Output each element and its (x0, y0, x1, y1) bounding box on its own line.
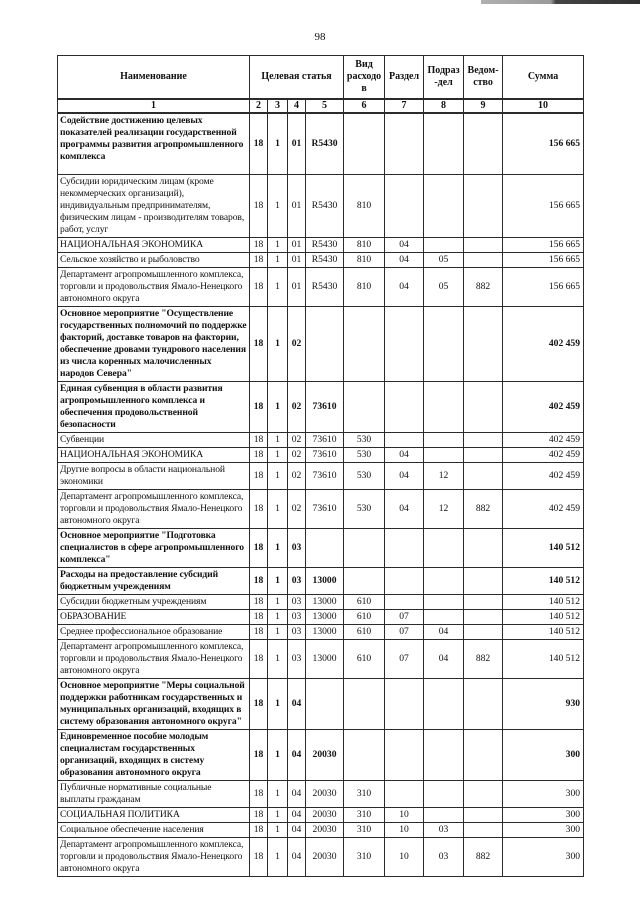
row-cell: 610 (344, 640, 385, 679)
table-row (58, 838, 584, 877)
row-name: СОЦИАЛЬНАЯ ПОЛИТИКА (58, 808, 250, 823)
row-cell: 1 (268, 463, 288, 490)
row-cell (424, 307, 464, 382)
row-cell: 18 (250, 730, 268, 781)
row-cell (464, 113, 503, 175)
header-subsection: Подраз-дел (424, 56, 464, 100)
row-cell (424, 433, 464, 448)
row-cell: 04 (385, 448, 424, 463)
row-cell: 13000 (306, 568, 344, 595)
row-cell: R5430 (306, 113, 344, 175)
table-row (58, 382, 584, 433)
row-cell (385, 529, 424, 568)
header-target-article: Целевая статья (250, 56, 344, 100)
row-cell: 04 (288, 730, 306, 781)
row-name: Субвенции (58, 433, 250, 448)
row-cell: 18 (250, 433, 268, 448)
row-cell (424, 568, 464, 595)
row-cell: 610 (344, 610, 385, 625)
row-cell: 07 (385, 640, 424, 679)
row-cell (464, 625, 503, 640)
row-cell: 18 (250, 253, 268, 268)
row-name: Основное мероприятие "Подготовка специалистов в сфере агропромышленного комплекса" (58, 529, 250, 568)
row-cell: 310 (344, 823, 385, 838)
row-cell: 18 (250, 382, 268, 433)
row-cell (464, 730, 503, 781)
table-row (58, 307, 584, 382)
row-cell (344, 529, 385, 568)
row-cell: 73610 (306, 463, 344, 490)
row-sum: 300 (503, 838, 584, 877)
row-cell: 20030 (306, 823, 344, 838)
column-number: 3 (268, 99, 288, 113)
row-cell (464, 463, 503, 490)
row-cell: 530 (344, 490, 385, 529)
row-cell (464, 382, 503, 433)
row-cell: 18 (250, 238, 268, 253)
row-cell: 18 (250, 808, 268, 823)
row-cell: 1 (268, 268, 288, 307)
row-cell: 18 (250, 823, 268, 838)
row-cell: 310 (344, 808, 385, 823)
row-cell (306, 679, 344, 730)
table-row (58, 253, 584, 268)
scan-edge-artifact (481, 0, 640, 4)
row-name: Расходы на предоставление субсидий бюджетным учреждениям (58, 568, 250, 595)
row-cell (385, 433, 424, 448)
row-cell (464, 595, 503, 610)
row-cell: 20030 (306, 781, 344, 808)
row-cell: 18 (250, 610, 268, 625)
row-cell (385, 595, 424, 610)
row-cell: 01 (288, 268, 306, 307)
row-name: Единовременное пособие молодым специалистам государственных организаций, входящих в систему образования автономного округа (58, 730, 250, 781)
row-cell: 1 (268, 490, 288, 529)
row-cell: 882 (464, 640, 503, 679)
row-cell: 02 (288, 307, 306, 382)
row-sum: 156 665 (503, 268, 584, 307)
row-cell: 1 (268, 781, 288, 808)
row-sum: 300 (503, 730, 584, 781)
row-cell (344, 382, 385, 433)
table-row (58, 823, 584, 838)
column-number: 9 (464, 99, 503, 113)
row-name: Основное мероприятие "Меры социальной поддержки работникам государственных и муниципальных организаций, входящих в систему образования автономного округа" (58, 679, 250, 730)
row-cell: 04 (385, 490, 424, 529)
row-cell: 18 (250, 268, 268, 307)
row-cell: 04 (424, 625, 464, 640)
row-name: Единая субвенция в области развития агропромышленного комплекса и обеспечения продовольственной безопасности (58, 382, 250, 433)
row-cell (464, 253, 503, 268)
column-numbers-row (58, 99, 584, 113)
row-cell: 02 (288, 490, 306, 529)
row-cell: 20030 (306, 808, 344, 823)
row-sum: 140 512 (503, 568, 584, 595)
table-row (58, 568, 584, 595)
row-cell (464, 610, 503, 625)
row-cell (344, 679, 385, 730)
row-cell: 18 (250, 175, 268, 238)
row-cell: 10 (385, 823, 424, 838)
table-row (58, 529, 584, 568)
row-cell (344, 568, 385, 595)
table-row (58, 640, 584, 679)
row-cell (424, 238, 464, 253)
row-sum: 140 512 (503, 610, 584, 625)
row-cell: 12 (424, 490, 464, 529)
table-row (58, 175, 584, 238)
table-header-row (58, 56, 584, 100)
row-sum: 402 459 (503, 490, 584, 529)
column-number: 7 (385, 99, 424, 113)
column-number: 2 (250, 99, 268, 113)
row-sum: 156 665 (503, 113, 584, 175)
row-cell: R5430 (306, 253, 344, 268)
row-cell: 03 (288, 568, 306, 595)
row-cell (385, 730, 424, 781)
table-row (58, 595, 584, 610)
row-cell: 18 (250, 113, 268, 175)
row-cell: 13000 (306, 640, 344, 679)
row-cell (464, 238, 503, 253)
row-cell: 882 (464, 490, 503, 529)
table-row (58, 610, 584, 625)
row-cell: 07 (385, 625, 424, 640)
row-sum: 300 (503, 808, 584, 823)
row-cell: 18 (250, 490, 268, 529)
row-cell (464, 808, 503, 823)
row-cell: 03 (288, 610, 306, 625)
row-cell: 03 (424, 823, 464, 838)
row-cell: 04 (288, 823, 306, 838)
row-cell: 10 (385, 808, 424, 823)
row-sum: 156 665 (503, 238, 584, 253)
row-cell: 1 (268, 307, 288, 382)
row-cell: 73610 (306, 433, 344, 448)
row-cell: 1 (268, 808, 288, 823)
row-cell (385, 175, 424, 238)
row-cell: 04 (288, 808, 306, 823)
header-section: Раздел (385, 56, 424, 100)
row-cell (344, 730, 385, 781)
row-cell: 530 (344, 463, 385, 490)
row-sum: 156 665 (503, 253, 584, 268)
row-sum: 930 (503, 679, 584, 730)
row-name: Содействие достижению целевых показателей реализации государственной программы развития агропромышленного комплекса (58, 113, 250, 175)
row-cell (424, 730, 464, 781)
row-cell: R5430 (306, 268, 344, 307)
row-name: Публичные нормативные социальные выплаты гражданам (58, 781, 250, 808)
row-sum: 402 459 (503, 448, 584, 463)
column-number: 6 (344, 99, 385, 113)
row-cell: 1 (268, 113, 288, 175)
header-expense-type: Вид расходов (344, 56, 385, 100)
row-cell (424, 113, 464, 175)
row-cell: 02 (288, 463, 306, 490)
row-cell: 10 (385, 838, 424, 877)
row-cell: 810 (344, 175, 385, 238)
table-row (58, 781, 584, 808)
row-cell: 18 (250, 595, 268, 610)
row-cell: 1 (268, 448, 288, 463)
table-row (58, 490, 584, 529)
row-name: Другие вопросы в области национальной экономики (58, 463, 250, 490)
row-cell: 02 (288, 433, 306, 448)
table-row (58, 730, 584, 781)
row-cell: 05 (424, 268, 464, 307)
table-row (58, 625, 584, 640)
row-cell: 13000 (306, 610, 344, 625)
row-name: Субсидии юридическим лицам (кроме некоммерческих организаций), индивидуальным предпринимателям, физическим лицам - производителям товаров, работ, услуг (58, 175, 250, 238)
row-cell: 310 (344, 838, 385, 877)
row-cell: 1 (268, 253, 288, 268)
row-cell: 02 (288, 448, 306, 463)
row-cell: 02 (288, 382, 306, 433)
row-name: Основное мероприятие "Осуществление государственных полномочий по поддержке факторий, доставке товаров на фактории, обеспечение дровами тундрового населения из числа коренных малочисленных народов Севера" (58, 307, 250, 382)
row-cell: 1 (268, 238, 288, 253)
row-cell: 530 (344, 448, 385, 463)
row-sum: 156 665 (503, 175, 584, 238)
row-cell: 04 (424, 640, 464, 679)
row-cell: 12 (424, 463, 464, 490)
row-cell (385, 781, 424, 808)
row-cell: 1 (268, 640, 288, 679)
table-row (58, 808, 584, 823)
row-cell (385, 382, 424, 433)
row-cell: 03 (288, 625, 306, 640)
row-cell: 73610 (306, 448, 344, 463)
row-cell: 01 (288, 113, 306, 175)
row-name: НАЦИОНАЛЬНАЯ ЭКОНОМИКА (58, 238, 250, 253)
row-cell: 1 (268, 679, 288, 730)
row-cell: 05 (424, 253, 464, 268)
row-sum: 300 (503, 823, 584, 838)
row-cell (424, 781, 464, 808)
row-cell (385, 679, 424, 730)
row-cell (306, 307, 344, 382)
row-name: Департамент агропромышленного комплекса, торговли и продовольствия Ямало-Ненецкого автономного округа (58, 838, 250, 877)
row-sum: 140 512 (503, 640, 584, 679)
row-cell: R5430 (306, 238, 344, 253)
row-sum: 300 (503, 781, 584, 808)
row-cell: 18 (250, 640, 268, 679)
row-cell: 1 (268, 568, 288, 595)
row-cell (385, 113, 424, 175)
row-name: Среднее профессиональное образование (58, 625, 250, 640)
column-number: 10 (503, 99, 584, 113)
table-row (58, 448, 584, 463)
row-cell: 03 (424, 838, 464, 877)
row-name: Социальное обеспечение населения (58, 823, 250, 838)
row-cell: 18 (250, 838, 268, 877)
row-cell: 18 (250, 307, 268, 382)
row-cell: 18 (250, 529, 268, 568)
row-cell (344, 307, 385, 382)
column-number: 5 (306, 99, 344, 113)
row-cell (424, 610, 464, 625)
row-cell: 18 (250, 568, 268, 595)
row-cell (424, 808, 464, 823)
row-cell: 18 (250, 448, 268, 463)
header-agency: Ведом-ство (464, 56, 503, 100)
row-name: НАЦИОНАЛЬНАЯ ЭКОНОМИКА (58, 448, 250, 463)
table-header (58, 56, 584, 114)
row-cell: 18 (250, 625, 268, 640)
row-cell (385, 307, 424, 382)
row-name: Субсидии бюджетным учреждениям (58, 595, 250, 610)
row-cell: 04 (385, 463, 424, 490)
header-sum: Сумма (503, 56, 584, 100)
row-sum: 402 459 (503, 463, 584, 490)
row-cell: 04 (385, 268, 424, 307)
row-cell (464, 448, 503, 463)
table-row (58, 113, 584, 175)
row-cell (424, 679, 464, 730)
row-cell (424, 175, 464, 238)
row-cell: 882 (464, 838, 503, 877)
row-cell: 1 (268, 838, 288, 877)
table-row (58, 679, 584, 730)
row-cell: 04 (385, 253, 424, 268)
row-sum: 140 512 (503, 625, 584, 640)
row-cell: 1 (268, 382, 288, 433)
budget-table (57, 55, 584, 877)
row-cell: 20030 (306, 730, 344, 781)
row-cell (424, 382, 464, 433)
row-cell (464, 307, 503, 382)
row-cell: 73610 (306, 382, 344, 433)
row-cell: 01 (288, 253, 306, 268)
header-name: Наименование (58, 56, 250, 100)
table-row (58, 463, 584, 490)
row-cell: 03 (288, 595, 306, 610)
row-cell (464, 529, 503, 568)
table-row (58, 268, 584, 307)
row-cell: 810 (344, 238, 385, 253)
row-cell: 1 (268, 433, 288, 448)
row-cell: 530 (344, 433, 385, 448)
row-cell: 610 (344, 625, 385, 640)
row-cell (424, 448, 464, 463)
row-cell: 03 (288, 529, 306, 568)
column-number: 1 (58, 99, 250, 113)
row-cell: 13000 (306, 595, 344, 610)
table-body (58, 113, 584, 877)
row-cell: 03 (288, 640, 306, 679)
row-cell: 04 (385, 238, 424, 253)
row-cell: 1 (268, 595, 288, 610)
page-number: 98 (314, 31, 326, 43)
row-cell (464, 568, 503, 595)
row-cell: 20030 (306, 838, 344, 877)
column-number: 8 (424, 99, 464, 113)
row-cell: 01 (288, 175, 306, 238)
row-cell (464, 433, 503, 448)
row-sum: 402 459 (503, 382, 584, 433)
row-name: Департамент агропромышленного комплекса, торговли и продовольствия Ямало-Ненецкого автономного округа (58, 268, 250, 307)
row-cell: 1 (268, 730, 288, 781)
column-number: 4 (288, 99, 306, 113)
row-cell: 18 (250, 679, 268, 730)
row-cell: 810 (344, 253, 385, 268)
row-cell: 1 (268, 529, 288, 568)
row-cell: 13000 (306, 625, 344, 640)
row-name: Департамент агропромышленного комплекса, торговли и продовольствия Ямало-Ненецкого автономного округа (58, 640, 250, 679)
row-cell: 73610 (306, 490, 344, 529)
row-cell: 01 (288, 238, 306, 253)
row-cell: 04 (288, 838, 306, 877)
row-cell: 810 (344, 268, 385, 307)
table-row (58, 238, 584, 253)
row-cell: 18 (250, 463, 268, 490)
row-cell: 310 (344, 781, 385, 808)
row-cell (464, 175, 503, 238)
row-sum: 140 512 (503, 529, 584, 568)
row-sum: 402 459 (503, 307, 584, 382)
row-cell (464, 679, 503, 730)
row-cell: 1 (268, 823, 288, 838)
row-cell: 04 (288, 679, 306, 730)
table-row (58, 433, 584, 448)
row-cell: 610 (344, 595, 385, 610)
row-sum: 140 512 (503, 595, 584, 610)
row-cell (385, 568, 424, 595)
row-name: Департамент агропромышленного комплекса, торговли и продовольствия Ямало-Ненецкого автономного округа (58, 490, 250, 529)
row-cell: 04 (288, 781, 306, 808)
row-sum: 402 459 (503, 433, 584, 448)
row-cell (424, 595, 464, 610)
row-name: ОБРАЗОВАНИЕ (58, 610, 250, 625)
row-cell: 882 (464, 268, 503, 307)
row-cell: 1 (268, 175, 288, 238)
row-cell (464, 781, 503, 808)
row-cell (424, 529, 464, 568)
row-cell (306, 529, 344, 568)
row-cell: 1 (268, 625, 288, 640)
row-cell: 18 (250, 781, 268, 808)
row-cell: 07 (385, 610, 424, 625)
row-cell (344, 113, 385, 175)
row-cell: 1 (268, 610, 288, 625)
row-cell (464, 823, 503, 838)
row-name: Сельское хозяйство и рыболовство (58, 253, 250, 268)
row-cell: R5430 (306, 175, 344, 238)
